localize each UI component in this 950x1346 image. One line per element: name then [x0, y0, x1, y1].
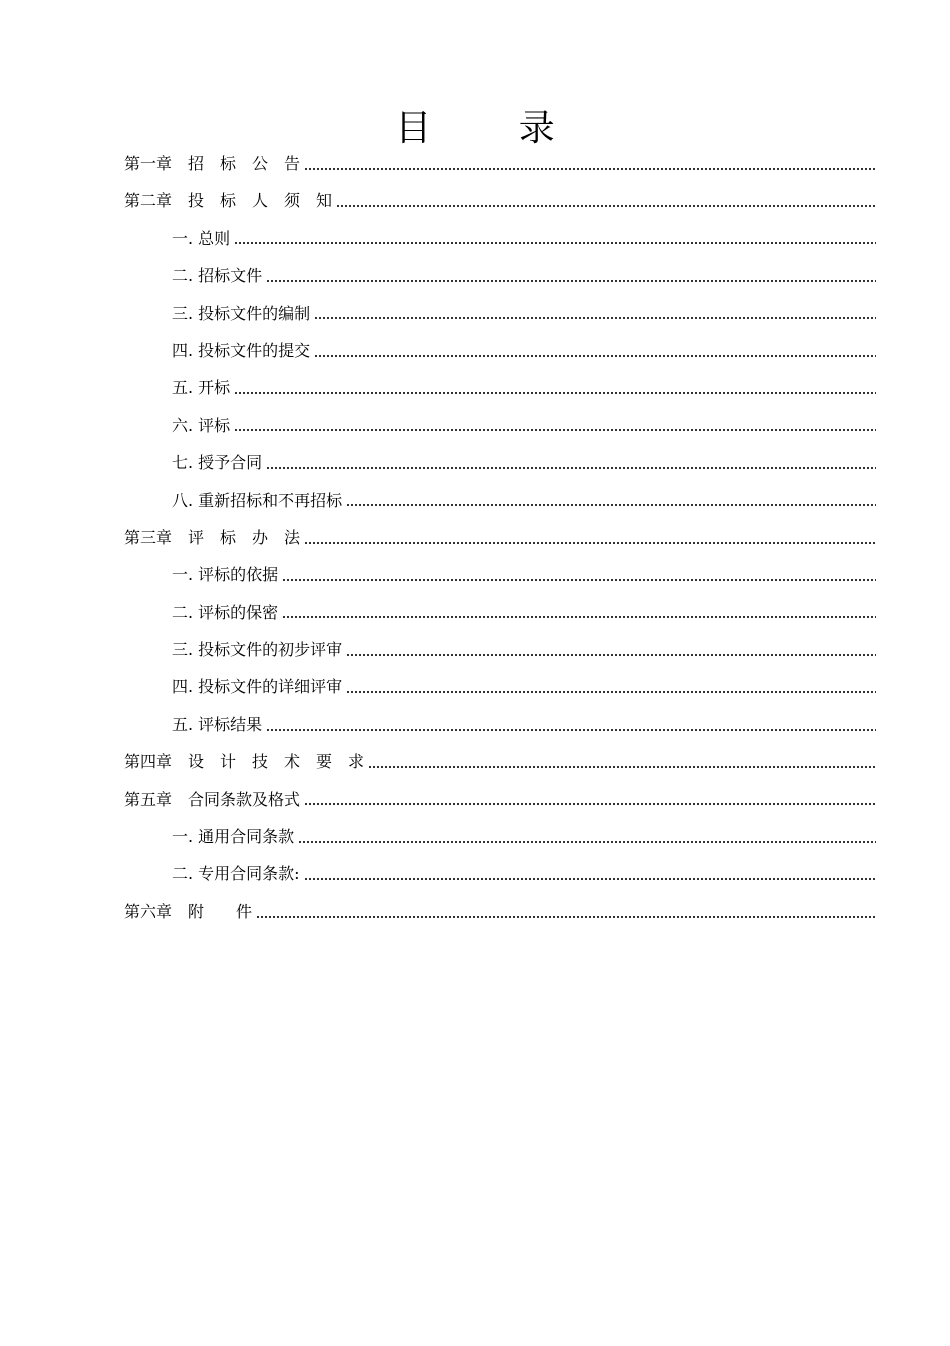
toc-entry[interactable]	[124, 594, 876, 631]
toc-entry-label: 五. 评标结果	[172, 714, 263, 734]
toc-entry[interactable]	[124, 257, 876, 294]
toc-entry[interactable]	[124, 295, 876, 332]
toc-entry-label: 三. 投标文件的编制	[172, 303, 311, 323]
dot-leader	[234, 428, 876, 432]
toc-entry[interactable]	[124, 369, 876, 406]
toc-entry[interactable]	[124, 781, 876, 818]
toc-entry-label: 四. 投标文件的提交	[172, 340, 311, 360]
dot-leader	[282, 615, 876, 619]
toc-title: 目 录	[395, 108, 593, 149]
dot-leader	[266, 466, 876, 470]
toc-entry[interactable]	[124, 855, 876, 892]
dot-leader	[304, 877, 876, 881]
toc-entry-label: 二. 招标文件	[172, 266, 263, 286]
toc-entry[interactable]	[124, 631, 876, 668]
toc-entry-label: 第五章 合同条款及格式	[124, 789, 301, 809]
toc-entry[interactable]	[124, 706, 876, 743]
dot-leader	[346, 690, 876, 694]
toc-entry-label: 一. 通用合同条款	[172, 827, 295, 847]
toc-entry[interactable]	[124, 668, 876, 705]
toc-entry[interactable]	[124, 145, 876, 182]
toc-entry-label: 二. 专用合同条款:	[172, 864, 300, 884]
toc-entry[interactable]	[124, 444, 876, 481]
dot-leader	[304, 802, 876, 806]
toc-entry-label: 四. 投标文件的详细评审	[172, 677, 343, 697]
toc-entry-label: 八. 重新招标和不再招标	[172, 490, 343, 510]
toc-list	[124, 145, 876, 930]
dot-leader	[346, 653, 876, 657]
toc-entry-label: 第四章 设 计 技 术 要 求	[124, 752, 365, 772]
dot-leader	[298, 840, 876, 844]
toc-entry[interactable]	[124, 743, 876, 780]
toc-entry[interactable]	[124, 407, 876, 444]
toc-entry[interactable]	[124, 556, 876, 593]
toc-entry-label: 七. 授予合同	[172, 453, 263, 473]
dot-leader	[346, 503, 876, 507]
dot-leader	[234, 241, 876, 245]
toc-entry[interactable]	[124, 220, 876, 257]
dot-leader	[266, 279, 876, 283]
dot-leader	[304, 167, 876, 171]
toc-entry-label: 一. 评标的依据	[172, 565, 279, 585]
dot-leader	[304, 541, 876, 545]
dot-leader	[314, 354, 876, 358]
dot-leader	[266, 728, 876, 732]
toc-entry[interactable]	[124, 332, 876, 369]
dot-leader	[336, 204, 876, 208]
toc-entry[interactable]	[124, 893, 876, 930]
toc-entry-label: 第三章 评 标 办 法	[124, 527, 301, 547]
dot-leader	[256, 915, 876, 919]
dot-leader	[282, 578, 876, 582]
toc-entry-label: 五. 开标	[172, 378, 231, 398]
toc-entry-label: 二. 评标的保密	[172, 602, 279, 622]
toc-entry[interactable]	[124, 818, 876, 855]
toc-entry[interactable]	[124, 482, 876, 519]
toc-entry-label: 一. 总则	[172, 228, 231, 248]
dot-leader	[314, 316, 876, 320]
toc-entry-label: 六. 评标	[172, 415, 231, 435]
dot-leader	[368, 765, 876, 769]
toc-entry-label: 三. 投标文件的初步评审	[172, 640, 343, 660]
toc-entry[interactable]	[124, 519, 876, 556]
toc-entry-label: 第二章 投 标 人 须 知	[124, 191, 333, 211]
toc-entry[interactable]	[124, 182, 876, 219]
toc-entry-label: 第一章 招 标 公 告	[124, 154, 301, 173]
toc-entry-label: 第六章 附 件	[124, 901, 253, 921]
dot-leader	[234, 391, 876, 395]
